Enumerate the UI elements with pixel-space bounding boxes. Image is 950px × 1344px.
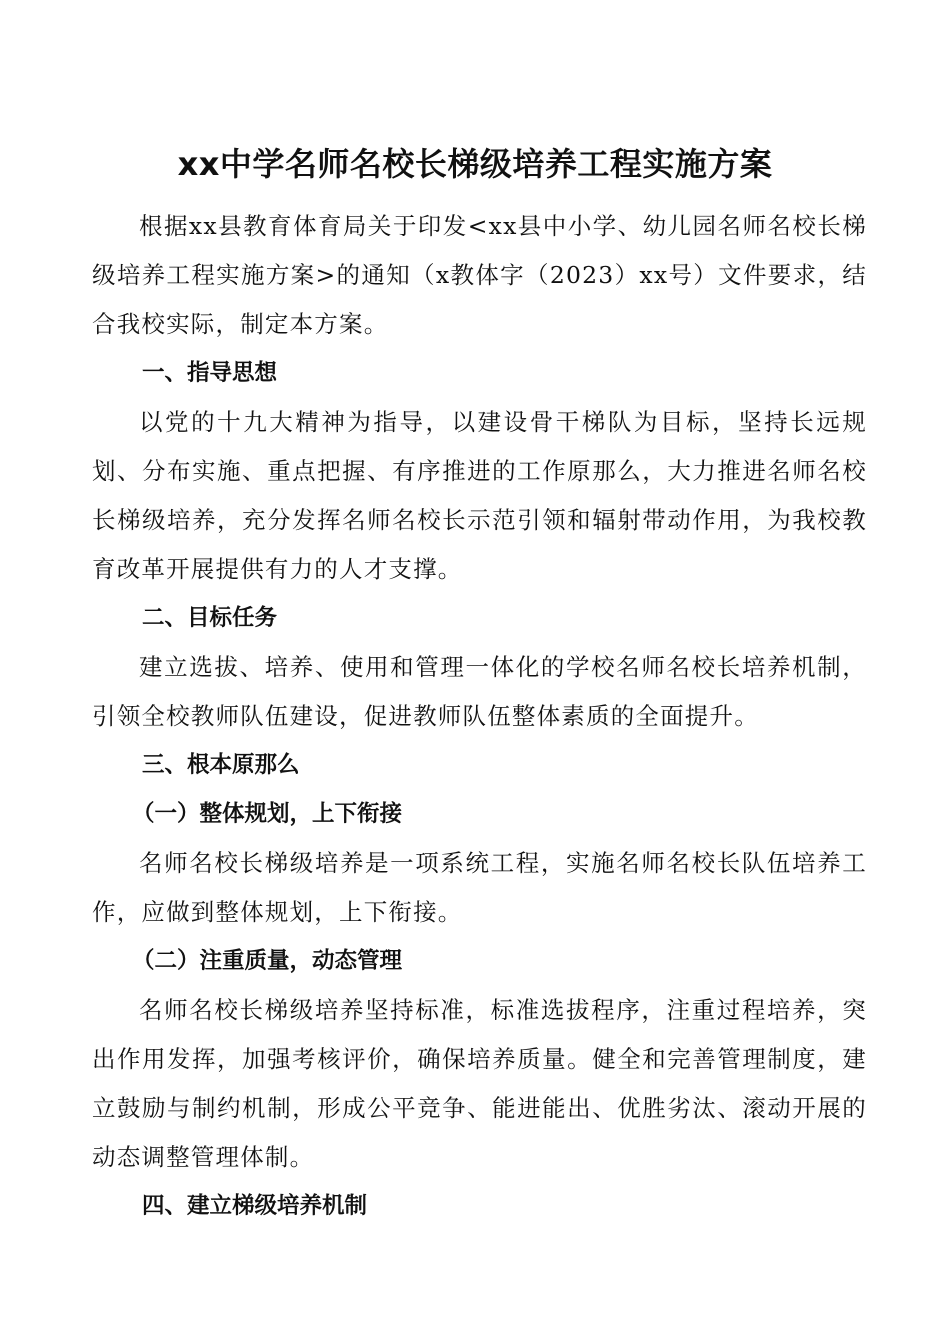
section-paragraph-objectives: 建立选拔、培养、使用和管理一体化的学校名师名校长培养机制，引领全校教师队伍建设，促进教师队伍整体素质的全面提升。 [92, 653, 867, 730]
document-title: xx中学名师名校长梯级培养工程实施方案 [177, 145, 773, 183]
section-heading-mechanism: 四、建立梯级培养机制 [142, 1193, 368, 1219]
section-heading-objectives: 二、目标任务 [142, 605, 278, 631]
section-heading-guiding-ideology: 一、指导思想 [142, 360, 278, 386]
section-heading-principles: 三、根本原那么 [142, 752, 300, 778]
subsection-heading-overall-planning: （一）整体规划，上下衔接 [132, 801, 403, 827]
document-body [92, 202, 867, 1231]
section-paragraph-guiding-ideology: 以党的十九大精神为指导，以建设骨干梯队为目标，坚持长远规划、分布实施、重点把握、有序推进的工作原那么，大力推进名师名校长梯级培养，充分发挥名师名校长示范引领和辐射带动作用，为我校教育改革开展提供有力的人才支撑。 [92, 408, 867, 583]
subsection-paragraph-overall-planning: 名师名校长梯级培养是一项系统工程，实施名师名校长队伍培养工作，应做到整体规划，上下衔接。 [92, 849, 867, 926]
subsection-paragraph-quality-management: 名师名校长梯级培养坚持标准，标准选拔程序，注重过程培养，突出作用发挥，加强考核评价，确保培养质量。健全和完善管理制度，建立鼓励与制约机制，形成公平竞争、能进能出、优胜劣汰、滚动开展的动态调整管理体制。 [92, 996, 867, 1171]
intro-paragraph: 根据xx县教育体育局关于印发<xx县中小学、幼儿园名师名校长梯级培养工程实施方案>的通知（x教体字（2023）xx号）文件要求，结合我校实际，制定本方案。 [92, 212, 867, 338]
subsection-heading-quality-management: （二）注重质量，动态管理 [132, 948, 403, 974]
